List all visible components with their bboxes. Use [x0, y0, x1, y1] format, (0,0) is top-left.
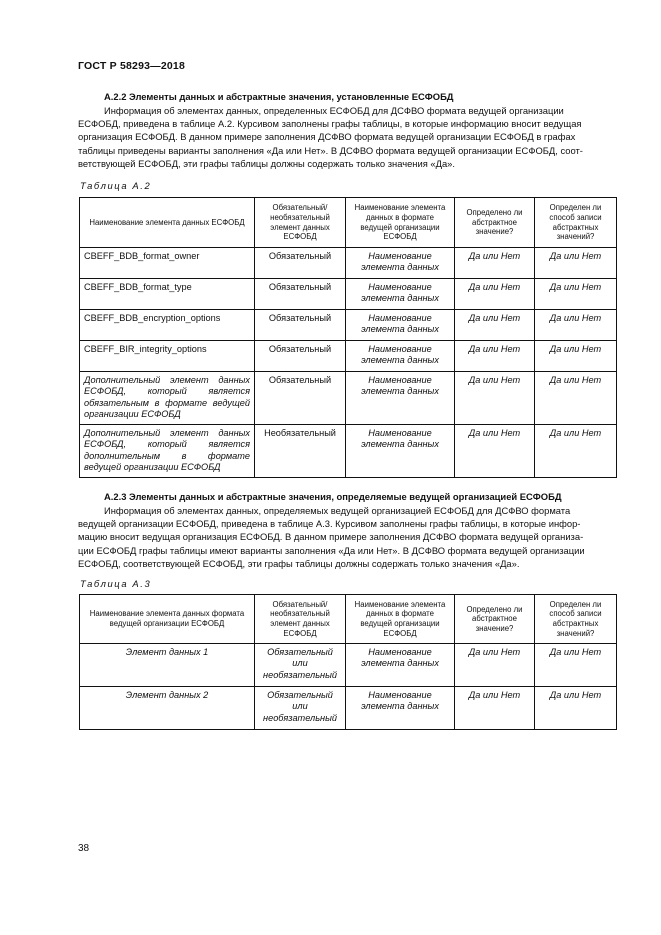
document-standard-header: ГОСТ Р 58293—2018 [78, 60, 186, 72]
paragraph-line: ЕСФОБД, соответствующей ЕСФОБД, эти графы таблицы должны содержать только значения «Да». [78, 557, 520, 569]
table-cell: Наименование элемента данных [346, 310, 455, 341]
paragraph-line: организация ЕСФОБД. В данном примере заполнения ДСФВО формата ведущей организации ЕСФОБД в графах [78, 131, 576, 143]
table-cell: Да или Нет [455, 279, 535, 310]
table-row [80, 341, 617, 372]
table-row [80, 279, 617, 310]
table-a3-caption: Таблица А.3 [80, 578, 152, 589]
table-cell: Обязательный [255, 279, 346, 310]
table-cell: CBEFF_BIR_integrity_options [80, 341, 255, 372]
paragraph-line: ведущей организации ЕСФОБД, приведена в таблице А.3. Курсивом заполнены графы таблицы, в которые инфор- [78, 518, 581, 530]
table-row [80, 248, 617, 279]
table-a3 [79, 594, 617, 730]
table-header-cell: Определен ли способ записи абстрактных значений? [535, 595, 617, 644]
paragraph-line: таблицы приведены варианты заполнения «Да или Нет». В ДСФВО формата ведущей организации ЕСФОБД, соот- [78, 144, 583, 156]
table-cell: Да или Нет [455, 425, 535, 478]
table-cell: Дополнительный элемент данных ЕСФОБД, который является дополнительным в формате ведущей организации ЕСФОБД [80, 425, 255, 478]
table-cell: Да или Нет [535, 644, 617, 687]
table-cell: Наименование элемента данных [346, 341, 455, 372]
paragraph-line: ветствующей ЕСФОБД, эти графы таблицы должны содержать только значения «Да». [78, 157, 455, 169]
table-row [80, 372, 617, 425]
table-cell: Наименование элемента данных [346, 248, 455, 279]
table-cell: Да или Нет [455, 372, 535, 425]
table-cell: Обязательный или необязательный [255, 687, 346, 730]
table-header-cell: Наименование элемента данных ЕСФОБД [80, 198, 255, 248]
table-header-row [80, 595, 617, 644]
table-header-cell: Определен ли способ записи абстрактных значений? [535, 198, 617, 248]
table-row [80, 687, 617, 730]
paragraph-line: ции ЕСФОБД графы таблицы имеют варианты заполнения «Да или Нет». В ДСФВО формата ведущей организации [78, 544, 585, 556]
section-a22-title: А.2.2 Элементы данных и абстрактные значения, установленные ЕСФОБД [104, 91, 454, 102]
table-cell: Да или Нет [535, 425, 617, 478]
table-row [80, 425, 617, 478]
paragraph-line: Информация об элементах данных, определяемых ведущей организацией ЕСФОБД для ДСФВО формата [104, 505, 571, 516]
table-cell: Обязательный [255, 341, 346, 372]
table-header-cell: Наименование элемента данных в формате ведущей организации ЕСФОБД [346, 198, 455, 248]
section-a22-paragraph [78, 104, 616, 170]
table-cell: Наименование элемента данных [346, 372, 455, 425]
paragraph-line: Информация об элементах данных, определенных ЕСФОБД для ДСФВО формата ведущей организации [104, 105, 564, 116]
table-cell: Обязательный [255, 248, 346, 279]
table-cell: Да или Нет [535, 279, 617, 310]
table-cell: Да или Нет [455, 644, 535, 687]
table-cell: CBEFF_BDB_format_owner [80, 248, 255, 279]
table-header-row [80, 198, 617, 248]
table-a2-caption: Таблица А.2 [80, 180, 152, 191]
table-cell: Наименование элемента данных [346, 687, 455, 730]
table-cell: Обязательный [255, 310, 346, 341]
paragraph-line: ЕСФОБД, приведена в таблице А.2. Курсивом заполнены графы таблицы, в которые информацию вносит ведущая [78, 118, 582, 130]
table-cell: CBEFF_BDB_format_type [80, 279, 255, 310]
section-a23-title: А.2.3 Элементы данных и абстрактные значения, определяемые ведущей организацией ЕСФОБД [104, 491, 562, 502]
table-header-cell: Обязательный/ необязательный элемент данных ЕСФОБД [255, 595, 346, 644]
table-row [80, 310, 617, 341]
table-cell: Элемент данных 2 [80, 687, 255, 730]
table-cell: Да или Нет [455, 687, 535, 730]
table-cell: Наименование элемента данных [346, 425, 455, 478]
table-header-cell: Обязательный/ необязательный элемент данных ЕСФОБД [255, 198, 346, 248]
table-cell: Необязательный [255, 425, 346, 478]
table-cell: Наименование элемента данных [346, 279, 455, 310]
table-header-cell: Наименование элемента данных в формате ведущей организации ЕСФОБД [346, 595, 455, 644]
table-cell: Наименование элемента данных [346, 644, 455, 687]
page-number: 38 [78, 843, 90, 854]
table-a2 [79, 197, 617, 478]
section-a23-paragraph [78, 504, 616, 570]
table-cell: Да или Нет [455, 310, 535, 341]
table-header-cell: Определено ли абстрактное значение? [455, 198, 535, 248]
table-header-cell: Наименование элемента данных формата ведущей организации ЕСФОБД [80, 595, 255, 644]
table-cell: Да или Нет [535, 372, 617, 425]
table-cell: CBEFF_BDB_encryption_options [80, 310, 255, 341]
table-cell: Да или Нет [535, 248, 617, 279]
table-cell: Элемент данных 1 [80, 644, 255, 687]
table-row [80, 644, 617, 687]
table-cell: Да или Нет [455, 341, 535, 372]
table-cell: Обязательный или необязательный [255, 644, 346, 687]
table-cell: Дополнительный элемент данных ЕСФОБД, который является обязательным в формате ведущей организации ЕСФОБД [80, 372, 255, 425]
table-cell: Да или Нет [535, 341, 617, 372]
table-cell: Да или Нет [455, 248, 535, 279]
table-cell: Обязательный [255, 372, 346, 425]
table-header-cell: Определено ли абстрактное значение? [455, 595, 535, 644]
table-cell: Да или Нет [535, 310, 617, 341]
paragraph-line: мацию вносит ведущая организация ЕСФОБД. В данном примере заполнения ДСФВО формата ведущей организа- [78, 531, 584, 543]
table-cell: Да или Нет [535, 687, 617, 730]
